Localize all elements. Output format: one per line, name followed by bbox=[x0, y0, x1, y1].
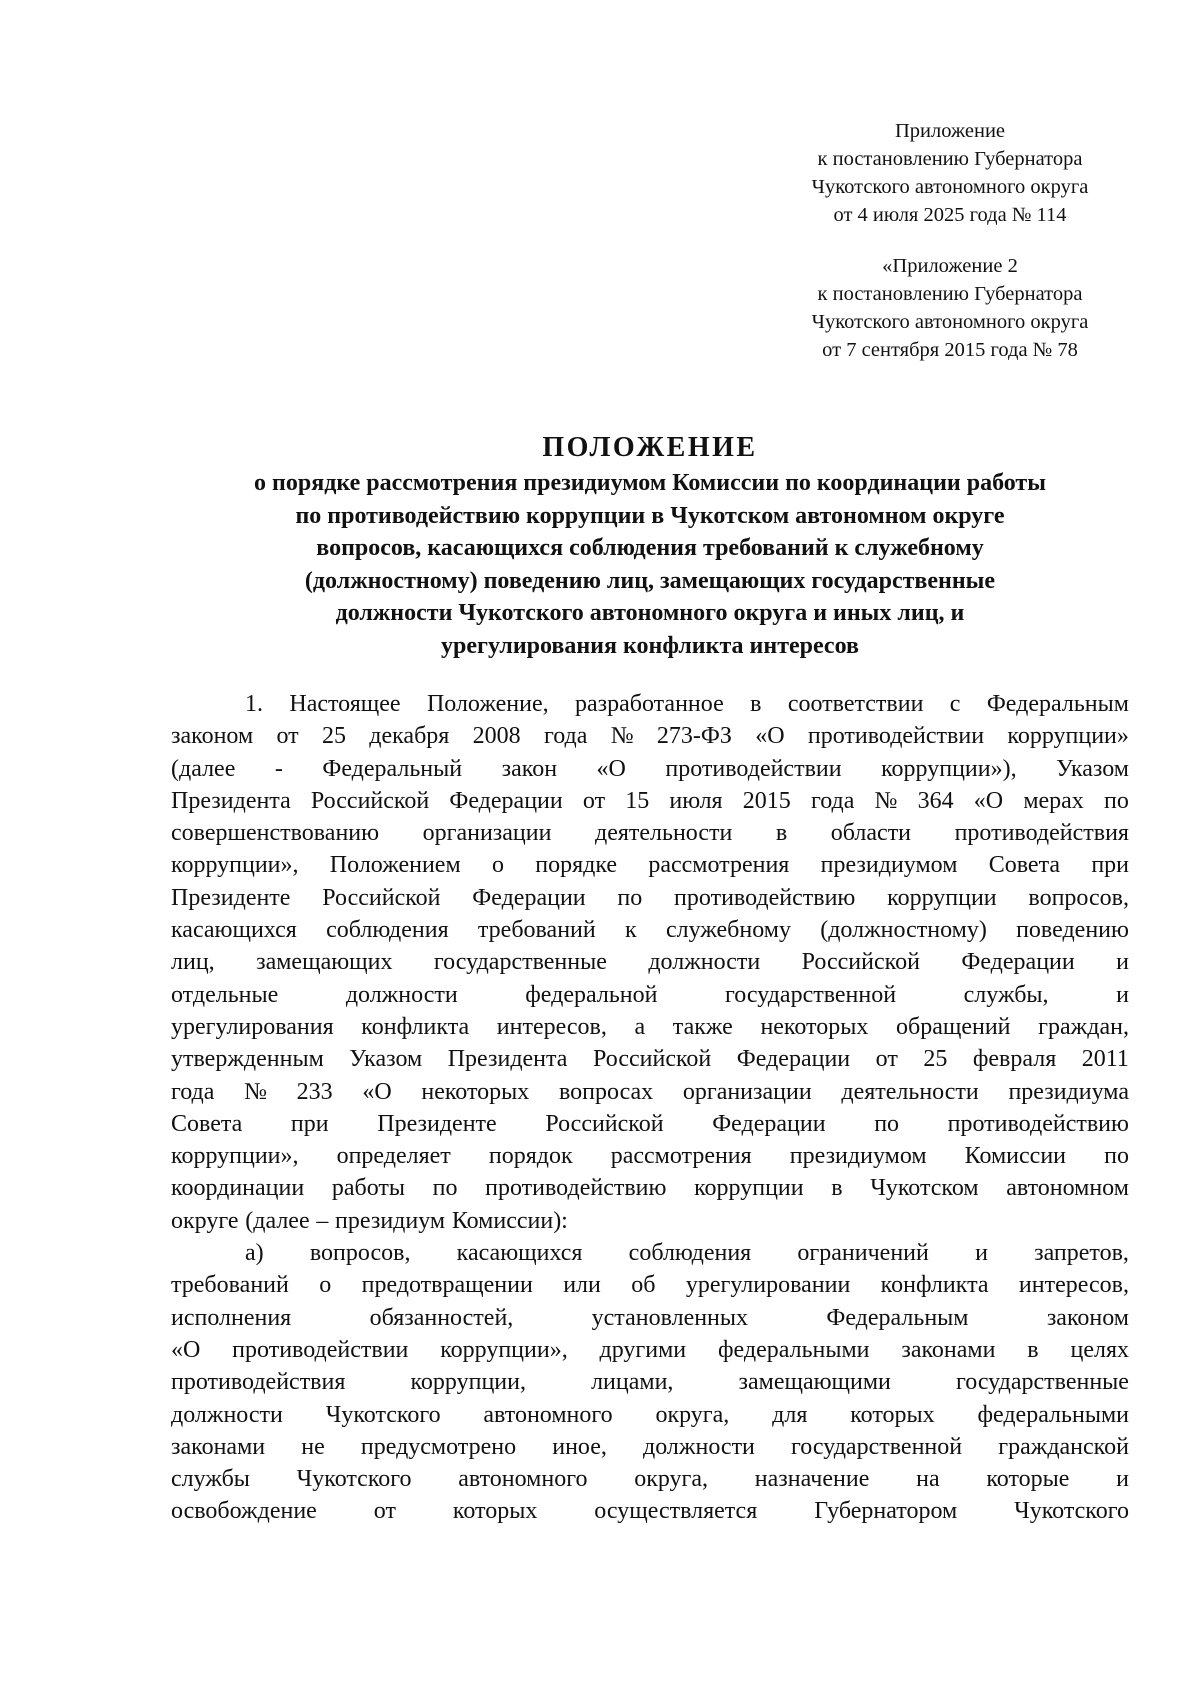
word: года bbox=[810, 787, 855, 814]
word: Российской bbox=[322, 884, 441, 911]
text-line bbox=[171, 720, 1129, 752]
word: округа, bbox=[634, 1466, 709, 1493]
word: «О bbox=[596, 755, 626, 782]
word: должности bbox=[345, 981, 458, 1008]
text-line bbox=[171, 817, 1129, 849]
text-line bbox=[171, 1237, 1129, 1269]
text-line bbox=[171, 849, 1129, 881]
text-line bbox=[171, 979, 1129, 1011]
word: которых bbox=[452, 1498, 538, 1525]
word: или bbox=[563, 1272, 601, 1299]
word: государственной bbox=[791, 1433, 963, 1460]
word: исполнения bbox=[171, 1304, 292, 1331]
word: также bbox=[672, 1013, 733, 1040]
word: по bbox=[1103, 787, 1129, 814]
word: коррупции bbox=[694, 1175, 804, 1202]
word: освобождение bbox=[171, 1498, 317, 1525]
word: лиц, bbox=[171, 949, 215, 976]
word: Чукотского bbox=[1014, 1498, 1129, 1525]
word: Российской bbox=[545, 1110, 664, 1137]
word: организации bbox=[682, 1078, 812, 1105]
word: организации bbox=[422, 820, 552, 847]
word: интересов, bbox=[1018, 1272, 1129, 1299]
word: президиумом bbox=[820, 852, 958, 879]
word: коррупции» bbox=[1007, 723, 1129, 750]
word: которых bbox=[850, 1401, 935, 1428]
word: о bbox=[491, 852, 504, 879]
word: мерах bbox=[1023, 787, 1084, 814]
word: закон bbox=[501, 755, 558, 782]
word: службы bbox=[171, 1466, 250, 1493]
word: Комиссии): bbox=[451, 1207, 568, 1234]
appendix-line: к постановлению Губернатора bbox=[817, 148, 1083, 170]
word: урегулирования bbox=[171, 1013, 334, 1040]
word: Президента bbox=[447, 1046, 568, 1073]
word: № bbox=[244, 1078, 267, 1105]
word: Губернатором bbox=[814, 1498, 958, 1525]
word: президиум bbox=[335, 1207, 446, 1234]
word: по bbox=[874, 1110, 900, 1137]
word: должности bbox=[648, 949, 761, 976]
word: граждан, bbox=[1038, 1013, 1129, 1040]
word: законами bbox=[171, 1433, 266, 1460]
word: Президенте bbox=[377, 1110, 497, 1137]
subtitle-line: о порядке рассмотрения президиумом Комиссии по координации работы bbox=[254, 470, 1046, 496]
word: по bbox=[617, 884, 643, 911]
word: Российской bbox=[310, 787, 430, 814]
word: определяет bbox=[336, 1143, 451, 1170]
subtitle-line: по противодействию коррупции в Чукотском автономном округе bbox=[295, 502, 1005, 529]
word: замещающих bbox=[256, 949, 393, 976]
word: коррупции», bbox=[440, 1336, 568, 1363]
word: противодействия bbox=[954, 820, 1129, 847]
word: конфликта bbox=[361, 1013, 470, 1040]
word: государственной bbox=[725, 981, 897, 1008]
word: обязанностей, bbox=[369, 1304, 514, 1331]
word: лицами, bbox=[591, 1369, 674, 1396]
word: порядке bbox=[535, 852, 618, 879]
word: противодействию bbox=[674, 884, 856, 911]
word: Президента bbox=[171, 787, 291, 814]
word: № bbox=[874, 787, 898, 814]
word: Указом bbox=[1056, 755, 1129, 782]
word: в bbox=[750, 691, 762, 717]
word: гражданской bbox=[998, 1433, 1129, 1460]
word: об bbox=[631, 1272, 656, 1299]
word: и bbox=[975, 1240, 988, 1267]
word: 2011 bbox=[1081, 1046, 1129, 1073]
document-body bbox=[171, 688, 1129, 1528]
document-title: ПОЛОЖЕНИЕ bbox=[542, 432, 758, 463]
subtitle-line: урегулирования конфликта интересов bbox=[441, 632, 859, 659]
text-line bbox=[171, 1302, 1129, 1334]
word: автономного bbox=[458, 1466, 588, 1493]
appendix-line: от 7 сентября 2015 года № 78 bbox=[822, 339, 1078, 361]
word: (должностному) bbox=[820, 917, 987, 944]
document-subtitle bbox=[130, 467, 1170, 662]
text-line bbox=[171, 882, 1129, 914]
word: при bbox=[1091, 852, 1129, 879]
word: по bbox=[1104, 1143, 1129, 1170]
paragraph-1 bbox=[171, 688, 1129, 1237]
word: соответствии bbox=[787, 691, 924, 717]
word: конфликта bbox=[880, 1272, 989, 1299]
word: требований bbox=[171, 1272, 289, 1299]
word: Федерации bbox=[712, 1110, 826, 1137]
text-line bbox=[171, 1366, 1129, 1398]
word: о bbox=[319, 1272, 332, 1299]
appendix-line: Чукотского автономного округа bbox=[811, 176, 1089, 198]
word: и bbox=[1116, 981, 1129, 1008]
word: противодействии bbox=[807, 723, 985, 750]
word: автономного bbox=[483, 1401, 613, 1428]
text-line bbox=[171, 1431, 1129, 1463]
word: - bbox=[274, 755, 283, 782]
word: государственные bbox=[955, 1369, 1129, 1396]
word: замещающими bbox=[738, 1369, 891, 1396]
word: коррупции bbox=[887, 884, 997, 911]
word: деятельности bbox=[841, 1078, 979, 1105]
word: осуществляется bbox=[594, 1498, 758, 1525]
text-line bbox=[171, 785, 1129, 817]
word: ограничений bbox=[797, 1240, 929, 1267]
appendix-line: от 4 июля 2025 года № 114 bbox=[833, 204, 1067, 226]
word: «О bbox=[362, 1078, 392, 1105]
word: года bbox=[543, 723, 588, 750]
text-line bbox=[171, 946, 1129, 978]
word: законом bbox=[171, 723, 254, 750]
word: Комиссии bbox=[964, 1143, 1067, 1170]
text-line bbox=[171, 1011, 1129, 1043]
word: законами bbox=[901, 1336, 996, 1363]
word: декабря bbox=[369, 723, 450, 750]
text-line bbox=[171, 1205, 1129, 1237]
word: – bbox=[316, 1207, 329, 1234]
word: вопросов, bbox=[1028, 884, 1129, 911]
word: 364 bbox=[917, 787, 954, 814]
word: 25 bbox=[923, 1046, 948, 1073]
word: поведению bbox=[1016, 917, 1129, 944]
text-line bbox=[171, 1108, 1129, 1140]
word: Федеральным bbox=[826, 1304, 969, 1331]
word: а bbox=[634, 1013, 646, 1040]
word: касающихся bbox=[171, 917, 297, 944]
word: и bbox=[1116, 949, 1129, 976]
word: 233 bbox=[296, 1078, 333, 1105]
word: от bbox=[373, 1498, 396, 1525]
word: Чукотского bbox=[325, 1401, 441, 1428]
word: 25 bbox=[321, 723, 346, 750]
word: № bbox=[610, 723, 634, 750]
appendix-header-current bbox=[760, 117, 1140, 229]
word: противодействию bbox=[947, 1110, 1129, 1137]
word: Российской bbox=[592, 1046, 712, 1073]
word: порядок bbox=[488, 1143, 573, 1170]
word: утвержденным bbox=[171, 1046, 324, 1073]
word: должности bbox=[171, 1401, 283, 1428]
word: законом bbox=[1046, 1304, 1129, 1331]
word: назначение bbox=[754, 1466, 870, 1493]
word: Российской bbox=[801, 949, 920, 976]
word: которые bbox=[986, 1466, 1070, 1493]
word: предусмотрено bbox=[360, 1433, 517, 1460]
word: коррупции, bbox=[410, 1369, 526, 1396]
word: с bbox=[949, 691, 961, 717]
word: Федерации bbox=[736, 1046, 851, 1073]
word: деятельности bbox=[595, 820, 733, 847]
word: (далее bbox=[245, 1207, 310, 1234]
word: федеральными bbox=[977, 1401, 1129, 1428]
word: президиумом bbox=[789, 1143, 927, 1170]
word: 15 bbox=[625, 787, 650, 814]
word: Федерации bbox=[472, 884, 586, 911]
text-line bbox=[171, 1269, 1129, 1301]
word: президиума bbox=[1008, 1078, 1129, 1105]
word: автономном bbox=[1006, 1175, 1129, 1202]
word: вопросах bbox=[558, 1078, 654, 1105]
word: для bbox=[772, 1401, 808, 1428]
word: Федерации bbox=[449, 787, 563, 814]
text-line bbox=[171, 1172, 1129, 1204]
word: от bbox=[875, 1046, 898, 1073]
word: противодействии bbox=[232, 1336, 409, 1363]
word: округа, bbox=[655, 1401, 730, 1428]
word: февраля bbox=[972, 1046, 1057, 1073]
word: округе bbox=[171, 1207, 239, 1234]
text-line bbox=[171, 1463, 1129, 1495]
word: в bbox=[775, 820, 788, 847]
word: служебному bbox=[665, 917, 791, 944]
word: (далее bbox=[171, 755, 236, 782]
word: Указом bbox=[349, 1046, 423, 1073]
text-line bbox=[171, 753, 1129, 785]
word: Совета bbox=[171, 1110, 243, 1137]
word: урегулировании bbox=[685, 1272, 851, 1299]
word: не bbox=[301, 1433, 325, 1460]
word: рассмотрения bbox=[610, 1143, 752, 1170]
text-line bbox=[171, 1399, 1129, 1431]
word: Совета bbox=[988, 852, 1061, 879]
word: коррупции»), bbox=[881, 755, 1017, 782]
text-line bbox=[171, 1334, 1129, 1366]
appendix-line: к постановлению Губернатора bbox=[817, 283, 1083, 305]
word: от bbox=[276, 723, 299, 750]
word: касающихся bbox=[456, 1240, 583, 1267]
word: в bbox=[831, 1175, 843, 1202]
word: некоторых bbox=[421, 1078, 530, 1105]
appendix-header-original bbox=[760, 252, 1140, 364]
text-line bbox=[171, 1043, 1129, 1075]
word: рассмотрения bbox=[648, 852, 790, 879]
word: Положением bbox=[329, 852, 461, 879]
word: федеральными bbox=[717, 1336, 870, 1363]
text-line bbox=[171, 1140, 1129, 1172]
word: установленных bbox=[591, 1304, 749, 1331]
word: Федеральным bbox=[986, 691, 1129, 717]
word: должности bbox=[643, 1433, 755, 1460]
word: противодействия bbox=[171, 1369, 346, 1396]
text-line bbox=[171, 914, 1129, 946]
word: обращений bbox=[896, 1013, 1011, 1040]
text-line bbox=[171, 688, 1129, 720]
word: 2015 bbox=[742, 787, 791, 814]
paragraph-a bbox=[171, 1237, 1129, 1528]
word: при bbox=[290, 1110, 329, 1137]
word: Чукотского bbox=[296, 1466, 412, 1493]
word: интересов, bbox=[496, 1013, 607, 1040]
word: отдельные bbox=[171, 981, 279, 1008]
word: целях bbox=[1070, 1336, 1129, 1363]
word: а) bbox=[245, 1240, 264, 1267]
word: по bbox=[432, 1175, 458, 1202]
word: Положение, bbox=[426, 691, 549, 717]
word: «О bbox=[755, 723, 785, 750]
word: Настоящее bbox=[289, 691, 401, 717]
word: другими bbox=[599, 1336, 687, 1363]
word: требований bbox=[477, 917, 596, 944]
word: коррупции», bbox=[171, 852, 299, 879]
word: запретов, bbox=[1034, 1240, 1129, 1267]
word: области bbox=[830, 820, 912, 847]
appendix-line: Приложение bbox=[894, 120, 1006, 142]
word: 273-ФЗ bbox=[656, 723, 732, 750]
word: федеральной bbox=[525, 981, 658, 1008]
word: июля bbox=[669, 787, 723, 814]
word: иное, bbox=[552, 1433, 607, 1460]
appendix-line: Чукотского автономного округа bbox=[811, 311, 1089, 333]
subtitle-line: вопросов, касающихся соблюдения требований к служебному bbox=[316, 535, 984, 561]
word: соблюдения bbox=[628, 1240, 752, 1267]
word: противодействии bbox=[665, 755, 842, 782]
word: года bbox=[171, 1078, 215, 1105]
word: на bbox=[916, 1466, 940, 1493]
word: Чукотском bbox=[870, 1175, 979, 1202]
word: противодействию bbox=[485, 1175, 667, 1202]
word: и bbox=[1116, 1466, 1129, 1493]
word: соблюдения bbox=[326, 917, 449, 944]
word: координации bbox=[171, 1175, 305, 1202]
word: некоторых bbox=[760, 1013, 869, 1040]
subtitle-line: (должностному) поведению лиц, замещающих государственные bbox=[304, 567, 996, 594]
word: от bbox=[582, 787, 606, 814]
word: Президенте bbox=[171, 884, 291, 911]
word: в bbox=[1027, 1336, 1039, 1363]
appendix-line: «Приложение 2 bbox=[882, 255, 1018, 277]
subtitle-line: должности Чукотского автономного округа и иных лиц, и bbox=[335, 600, 965, 626]
word: коррупции», bbox=[171, 1143, 299, 1170]
word: вопросов, bbox=[309, 1240, 411, 1267]
word: 2008 bbox=[472, 723, 521, 750]
word: «О bbox=[973, 787, 1004, 814]
word: работы bbox=[331, 1175, 406, 1202]
word: государственные bbox=[433, 949, 607, 976]
word: 1. bbox=[245, 691, 263, 717]
text-line bbox=[171, 1076, 1129, 1108]
word: Федеральный bbox=[322, 755, 463, 782]
word: разработанное bbox=[574, 691, 724, 717]
word: «О bbox=[171, 1336, 201, 1363]
word: к bbox=[625, 917, 637, 944]
word: службы, bbox=[963, 981, 1049, 1008]
text-line bbox=[171, 1495, 1129, 1527]
word: Федерации bbox=[961, 949, 1075, 976]
word: предотвращении bbox=[361, 1272, 533, 1299]
word: совершенствованию bbox=[171, 820, 380, 847]
